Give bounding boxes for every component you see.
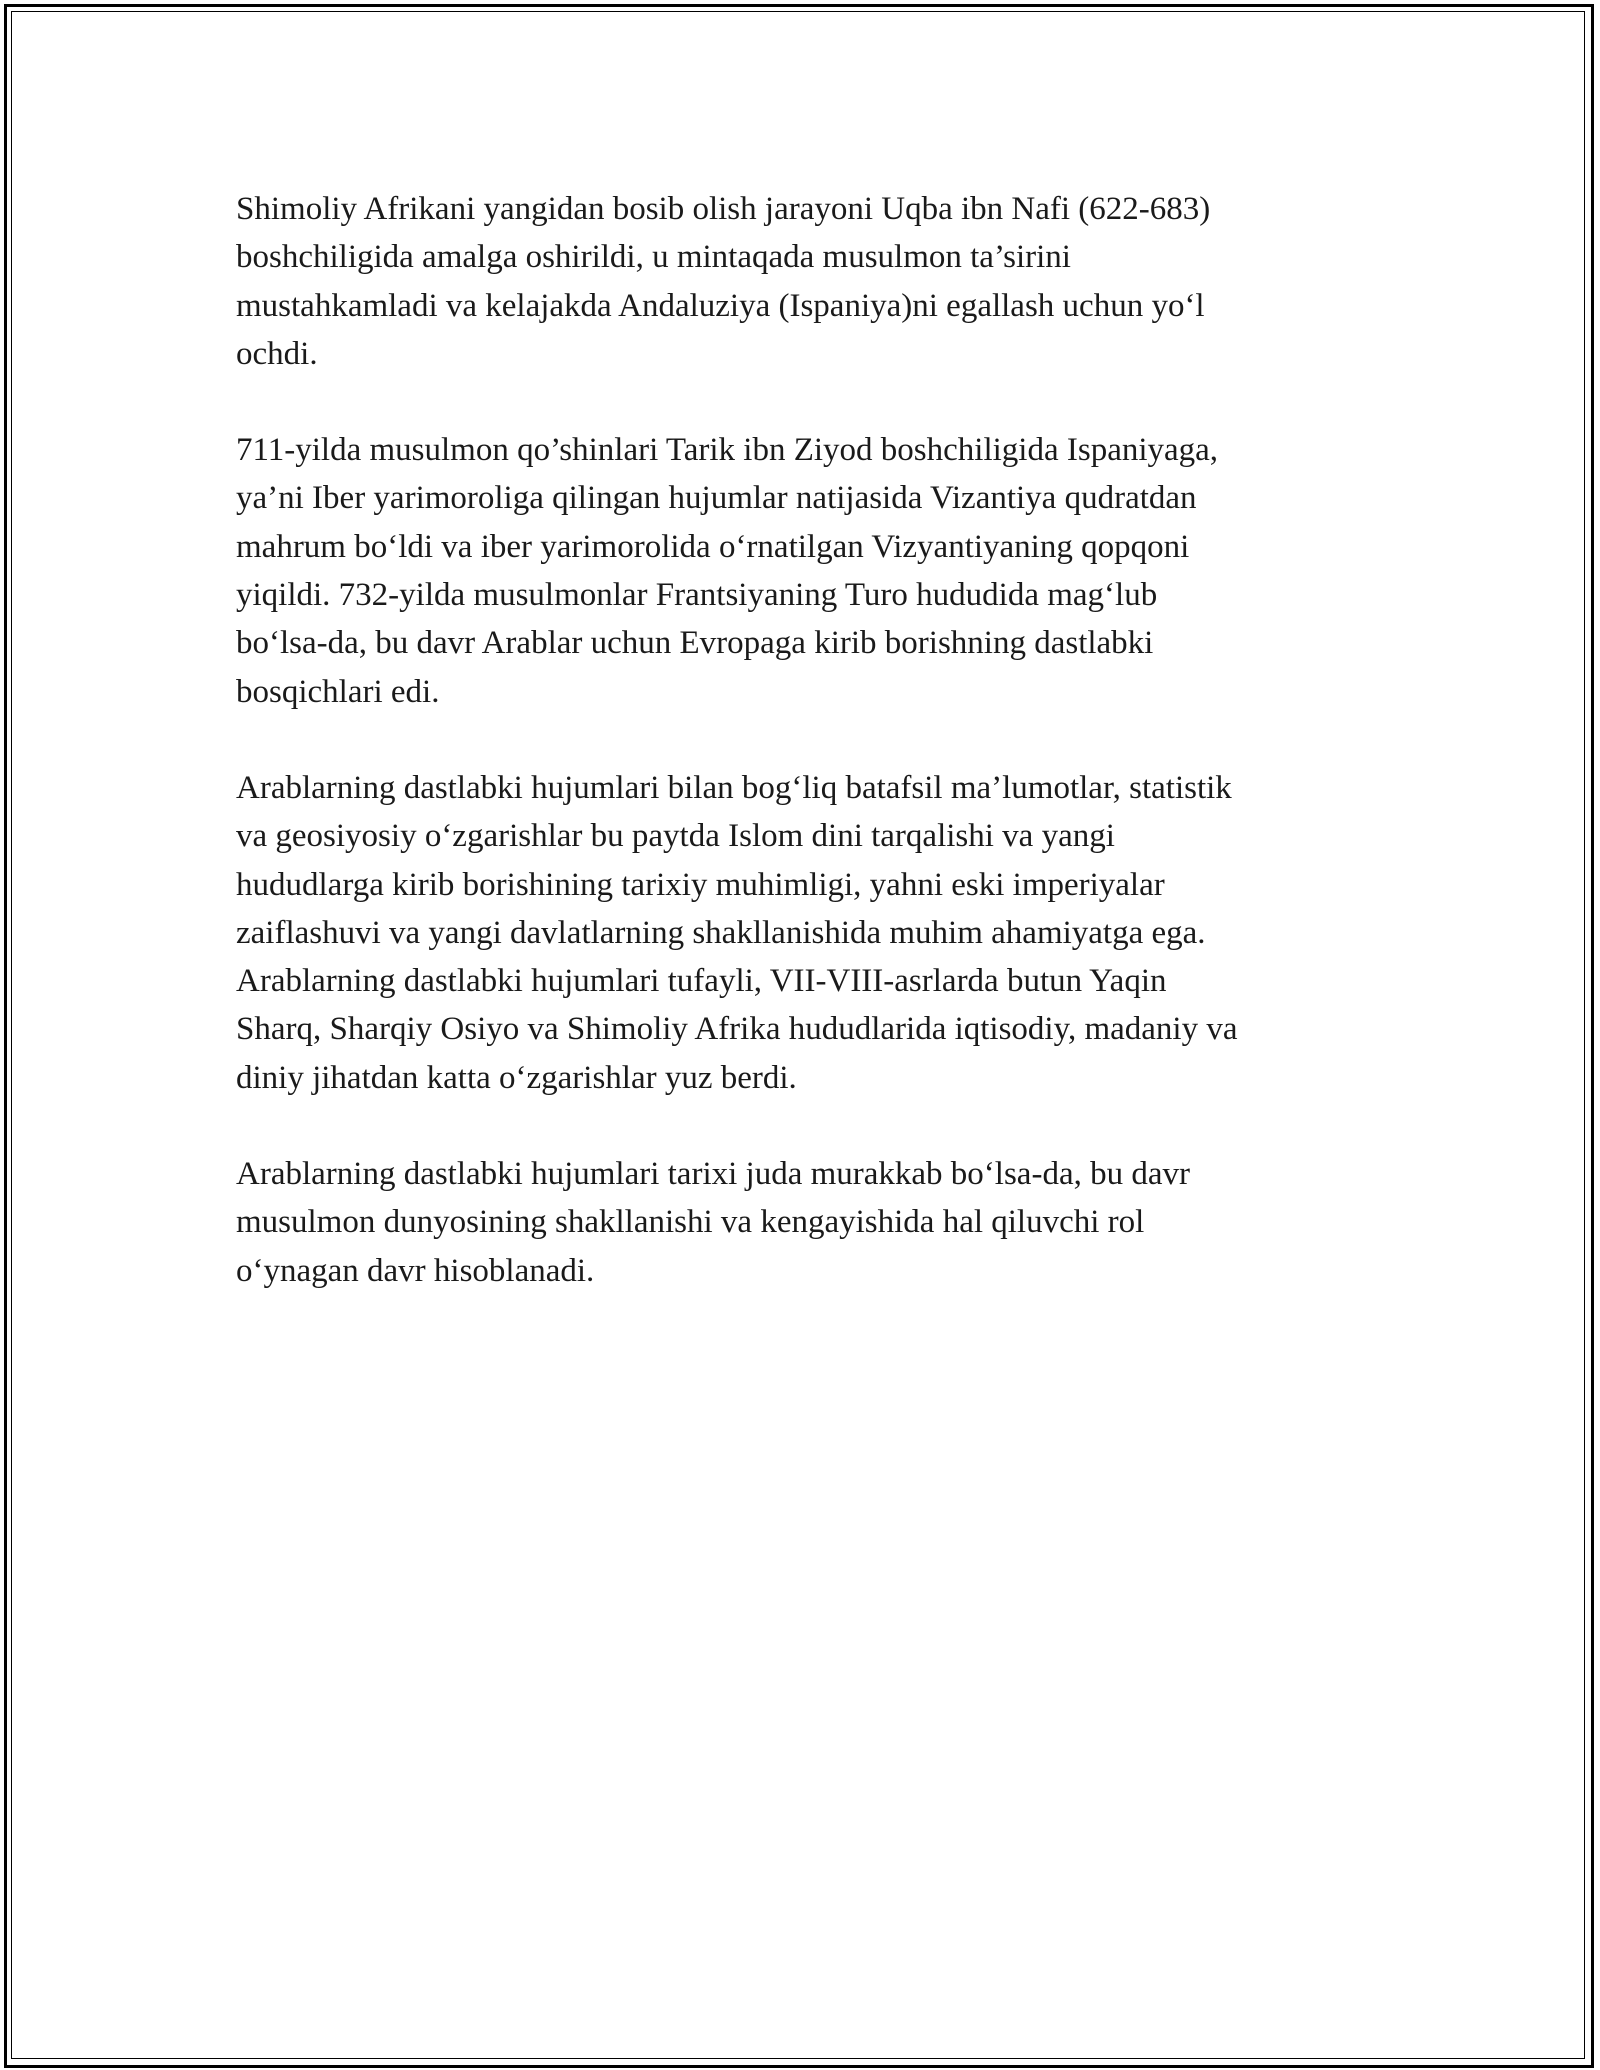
text-line: yiqildi. 732-yilda musulmonlar Frantsiyaning Turo hududida mag‘lub	[236, 577, 1158, 614]
text-line: bo‘lsa-da, bu davr Arablar uchun Evropaga kirib borishning dastlabki	[236, 625, 1154, 662]
text-line: ochdi.	[236, 335, 318, 372]
text-line: mustahkamladi va kelajakda Andaluziya (Ispaniya)ni egallash uchun yo‘l	[236, 287, 1205, 324]
text-line: hududlarga kirib borishining tarixiy muhimligi, yahni eski imperiyalar	[236, 866, 1165, 903]
document-body	[236, 185, 1366, 1343]
text-line: Arablarning dastlabki hujumlari tufayli, VII-VIII-asrlarda butun Yaqin	[236, 963, 1167, 1000]
paragraph-4	[236, 1150, 1366, 1295]
text-line: 711-yilda musulmon qo’shinlari Tarik ibn Ziyod boshchiligida Ispaniyaga,	[236, 432, 1219, 469]
text-line: bosqichlari edi.	[236, 673, 440, 710]
text-line: va geosiyosiy o‘zgarishlar bu paytda Islom dini tarqalishi va yangi	[236, 818, 1115, 855]
text-line: Arablarning dastlabki hujumlari bilan bog‘liq batafsil ma’lumotlar, statistik	[236, 769, 1232, 806]
text-line: zaiflashuvi va yangi davlatlarning shakllanishida muhim ahamiyatga ega.	[236, 914, 1206, 951]
text-line: ya’ni Iber yarimoroliga qilingan hujumlar natijasida Vizantiya qudratdan	[236, 480, 1197, 517]
text-line: musulmon dunyosining shakllanishi va kengayishida hal qiluvchi rol	[236, 1204, 1145, 1241]
text-line: boshchiligida amalga oshirildi, u mintaqada musulmon ta’sirini	[236, 239, 1071, 276]
paragraph-1	[236, 185, 1366, 378]
text-line: o‘ynagan davr hisoblanadi.	[236, 1252, 595, 1289]
paragraph-2	[236, 426, 1366, 716]
paragraph-3	[236, 764, 1366, 1102]
text-line: diniy jihatdan katta o‘zgarishlar yuz berdi.	[236, 1059, 797, 1096]
text-line: Arablarning dastlabki hujumlari tarixi juda murakkab bo‘lsa-da, bu davr	[236, 1156, 1190, 1193]
text-line: Sharq, Sharqiy Osiyo va Shimoliy Afrika hududlarida iqtisodiy, madaniy va	[236, 1011, 1238, 1048]
text-line: mahrum bo‘ldi va iber yarimorolida o‘rnatilgan Vizyantiyaning qopqoni	[236, 528, 1190, 565]
text-line: Shimoliy Afrikani yangidan bosib olish jarayoni Uqba ibn Nafi (622-683)	[236, 191, 1211, 227]
